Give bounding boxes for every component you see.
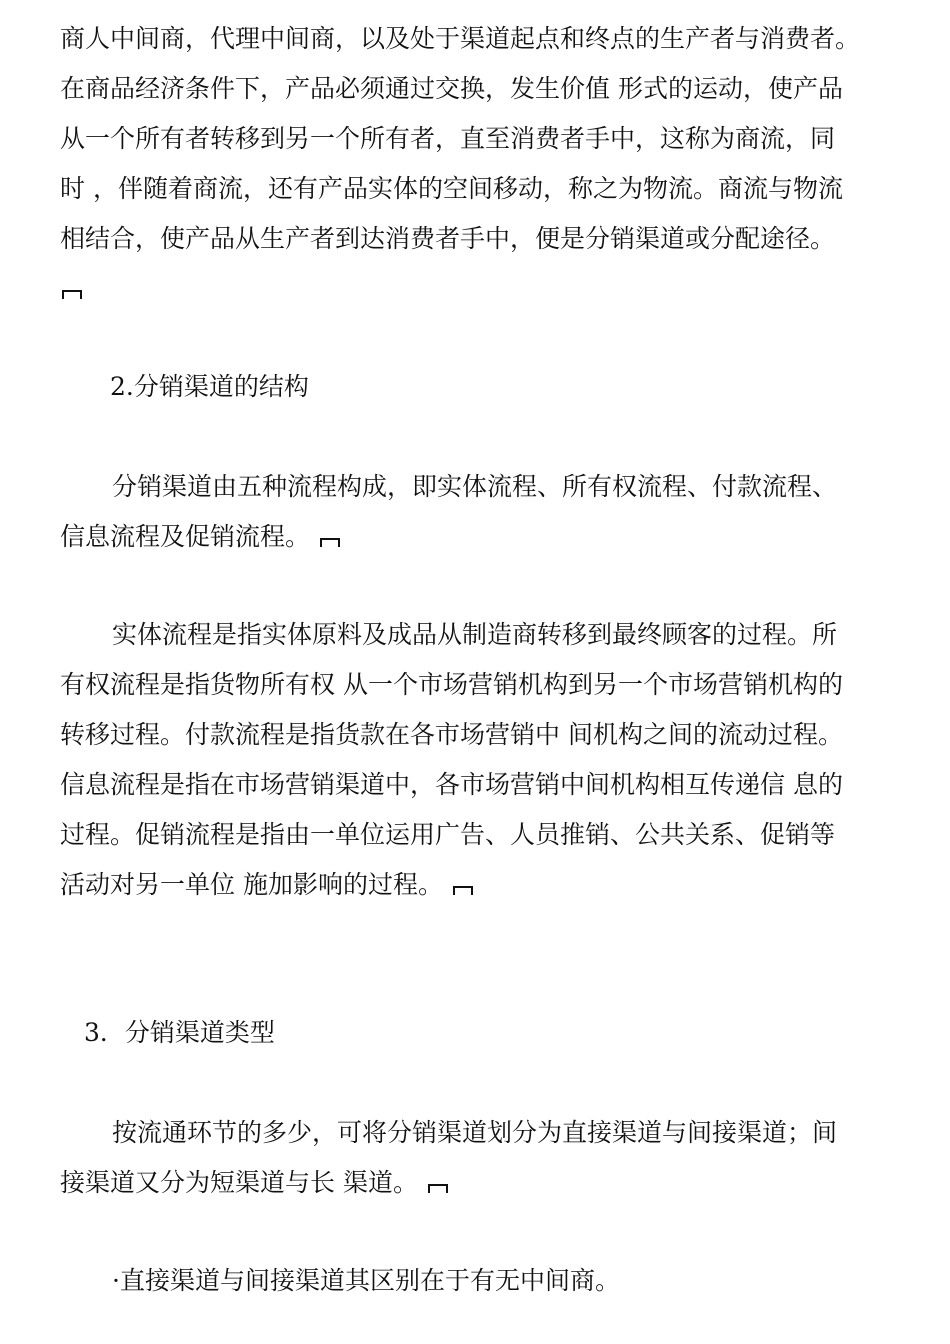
paragraph-mark-icon [320,538,340,547]
text-line [60,860,890,910]
text-line: 商人中间商，代理中间商，以及处于渠道起点和终点的生产者与消费者。 [60,24,861,53]
paragraph-mark-icon [62,290,82,299]
text-line: 时 ，伴随着商流，还有产品实体的空间移动，称之为物流。商流与物流 [60,174,843,203]
section-heading-structure: 2.分销渠道的结构 [110,372,309,401]
text-line: 过程。促销流程是指由一单位运用广告、人员推销、公共关系、促销等 [60,820,836,849]
text-line: 有权流程是指货物所有权 从一个市场营销机构到另一个市场营销机构的 [60,670,843,699]
text-line: 实体流程是指实体原料及成品从制造商转移到最终顾客的过程。所 [112,620,838,649]
paragraph-channel-types [60,1108,890,1208]
text-line: 相结合，使产品从生产者到达消费者手中，便是分销渠道或分配途径。 [60,224,836,253]
text-line: 转移过程。付款流程是指货款在各市场营销中 间机构之间的流动过程。 [60,720,843,749]
text-line-content: 接渠道又分为短渠道与长 渠道。 [60,1168,418,1197]
paragraph-mark-icon [453,886,473,895]
text-line: 分销渠道由五种流程构成，即实体流程、所有权流程、付款流程、 [112,472,838,501]
text-line: 从一个所有者转移到另一个所有者，直至消费者手中，这称为商流，同 [60,124,836,153]
section-heading-types: 3．分销渠道类型 [84,1018,275,1047]
text-line: 信息流程是指在市场营销渠道中，各市场营销中间机构相互传递信 息的 [60,770,843,799]
paragraph-mark-icon [428,1184,448,1193]
text-line-content: 信息流程及促销流程。 [60,522,311,551]
text-line: 按流通环节的多少，可将分销渠道划分为直接渠道与间接渠道；间 [112,1118,838,1147]
text-line [60,512,890,562]
paragraph-channel-flows-intro [60,14,890,264]
text-line: ·直接渠道与间接渠道其区别在于有无中间商。 [112,1266,620,1295]
text-line: 在商品经济条件下，产品必须通过交换，发生价值 形式的运动，使产品 [60,74,843,103]
paragraph-flow-definitions [60,610,890,910]
text-line-content: 活动对另一单位 施加影响的过程。 [60,870,443,899]
text-line [60,1158,890,1208]
paragraph-direct-vs-indirect [60,1256,890,1306]
paragraph-five-flows [60,462,890,562]
